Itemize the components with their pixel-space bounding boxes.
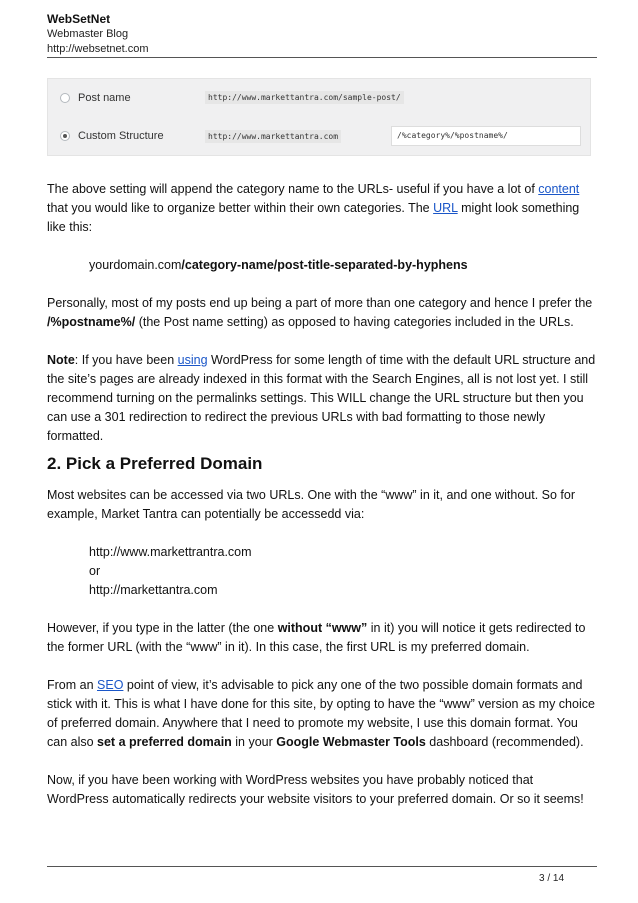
page-header [47,12,597,57]
url-link[interactable]: URL [433,201,458,215]
using-link[interactable]: using [177,353,208,367]
post-name-radio [60,93,70,103]
paragraph-redirect: However, if you type in the latter (the one without “www” in it) you will notice it gets redirected to the former URL (with the “www” in it). In this case, the first URL is my preferred domain. [47,621,586,654]
domain-non-www: http://markettantra.com [89,583,218,597]
custom-structure-radio [60,131,70,141]
custom-structure-option [60,130,164,142]
custom-structure-label: Custom Structure [78,130,164,142]
example-url: yourdomain.com/category-name/post-title-separated-by-hyphens [89,258,468,272]
paragraph-seo: From an SEO point of view, it’s advisable to pick any one of the two possible domain formats and stick with it. This is what I have done for this site, by opting to have the “www” version as my choice of preferred domain. Anywhere that I need to promote my website, I use this domain format. You can also set a preferred domain in your Google Webmaster Tools dashboard (recommended). [47,678,595,749]
custom-structure-base-url: http://www.markettantra.com [205,130,341,143]
header-divider [47,57,597,58]
seo-link[interactable]: SEO [97,678,124,692]
paragraph-wordpress-redirect: Now, if you have been working with WordPress websites you have probably noticed that WordPress automatically redirects your website visitors to your preferred domain. Or so it seems! [47,773,584,806]
paragraph-category-urls: The above setting will append the category name to the URLs- useful if you have a lot of content that you would like to organize better within their own categories. The URL might look something like this: [47,182,580,234]
note-label: Note [47,353,75,367]
note-paragraph: Note: If you have been using WordPress for some length of time with the default URL structure and the site’s pages are already indexed in this format with the Search Engines, all is not lost yet. I still recommend turning on the permalinks settings. This WILL change the URL structure but then you can use a 301 redirection to redirect the previous URLs with bad formatting to those newly formatted. [47,353,596,443]
page-number: 3 / 14 [539,873,565,884]
site-name: WebSetNet [47,12,111,26]
site-url: http://websetnet.com [47,43,149,55]
paragraph-two-urls: Most websites can be accessed via two URLs. One with the “www” in it, and one without. So for example, Market Tantra can potentially be accessedd via: [47,488,576,521]
domain-www: http://www.markettrantra.com [89,545,252,559]
post-name-example: http://www.markettantra.com/sample-post/ [205,91,404,104]
permalink-settings-image [47,78,591,156]
article-body [47,180,597,809]
post-name-label: Post name [78,92,131,104]
site-tagline: Webmaster Blog [47,28,129,40]
domain-list [47,543,597,600]
custom-structure-input: /%category%/%postname%/ [391,126,581,146]
domain-or: or [89,564,101,578]
paragraph-postname-preference: Personally, most of my posts end up being a part of more than one category and hence I prefer the /%postname%/ (the Post name setting) as opposed to having categories included in the URLs. [47,296,593,329]
section-heading: 2. Pick a Preferred Domain [47,454,263,473]
footer-divider [47,866,597,867]
content-link[interactable]: content [538,182,580,196]
post-name-option [60,92,131,104]
